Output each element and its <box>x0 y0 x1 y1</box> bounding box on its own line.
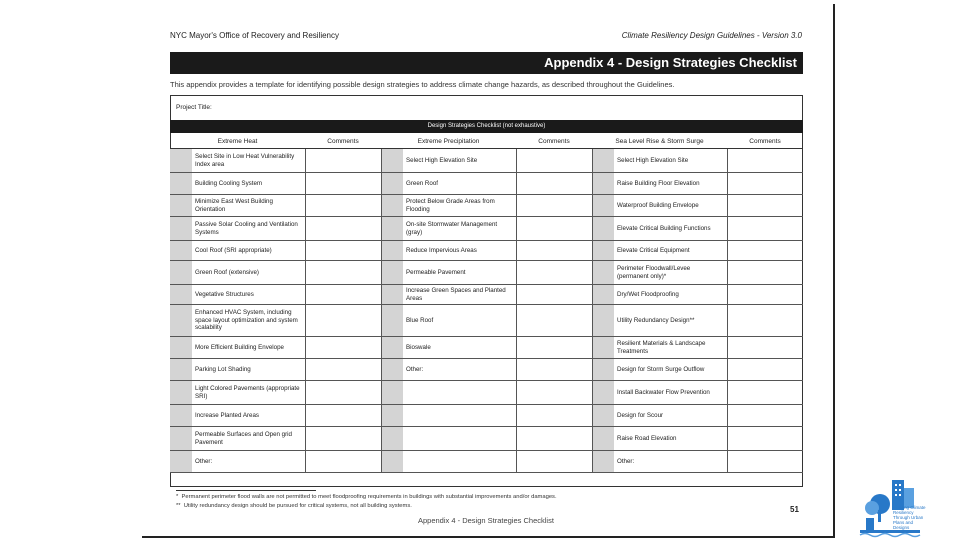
table-row <box>170 337 803 359</box>
comment-cell[interactable] <box>727 173 803 195</box>
checkbox-cell[interactable] <box>592 381 614 405</box>
checkbox-cell[interactable] <box>170 195 192 217</box>
col-comments-1: Comments <box>305 134 381 149</box>
strategy-item: Vegetative Structures <box>192 285 305 305</box>
checklist-table <box>170 134 803 473</box>
comment-cell[interactable] <box>305 337 381 359</box>
comment-cell[interactable] <box>305 381 381 405</box>
checkbox-cell[interactable] <box>592 241 614 261</box>
checkbox-cell[interactable] <box>381 241 403 261</box>
strategy-item: Install Backwater Flow Prevention <box>614 381 727 405</box>
strategy-item: Other: <box>614 451 727 473</box>
checkbox-cell[interactable] <box>170 217 192 241</box>
intro-text: This appendix provides a template for identifying possible design strategies to address climate change hazards, as described throughout the Guidelines. <box>170 80 675 89</box>
table-row <box>170 149 803 173</box>
checkbox-cell[interactable] <box>170 241 192 261</box>
strategy-item: Perimeter Floodwall/Levee (permanent only)* <box>614 261 727 285</box>
strategy-item: Dry/Wet Floodproofing <box>614 285 727 305</box>
comment-cell[interactable] <box>727 149 803 173</box>
comment-cell[interactable] <box>516 305 592 337</box>
comment-cell[interactable] <box>727 285 803 305</box>
comment-cell[interactable] <box>727 405 803 427</box>
comment-cell[interactable] <box>516 359 592 381</box>
strategy-item: Waterproof Building Envelope <box>614 195 727 217</box>
section-title: Design Strategies Checklist (not exhaustive) <box>170 120 803 133</box>
strategy-item: Protect Below Grade Areas from Flooding <box>403 195 516 217</box>
comment-cell[interactable] <box>305 149 381 173</box>
comment-cell[interactable] <box>727 195 803 217</box>
strategy-item: Cool Roof (SRI appropriate) <box>192 241 305 261</box>
comment-cell[interactable] <box>516 285 592 305</box>
strategy-item: Select High Elevation Site <box>614 149 727 173</box>
strategy-item: Other: <box>403 359 516 381</box>
checkbox-cell[interactable] <box>592 451 614 473</box>
checkbox-cell[interactable] <box>592 359 614 381</box>
footnote-text: Utility redundancy design should be pursued for critical systems, not all building systems. <box>183 503 412 509</box>
checkbox-cell[interactable] <box>592 285 614 305</box>
col-extreme-heat: Extreme Heat <box>170 134 305 149</box>
checkbox-cell[interactable] <box>381 381 403 405</box>
checkbox-cell[interactable] <box>381 451 403 473</box>
checkbox-cell[interactable] <box>381 427 403 451</box>
col-comments-2: Comments <box>516 134 592 149</box>
strategy-item: Raise Building Floor Elevation <box>614 173 727 195</box>
strategy-item <box>403 451 516 473</box>
checkbox-cell[interactable] <box>592 427 614 451</box>
checkbox-cell[interactable] <box>592 405 614 427</box>
logo-text: Building Climate Resiliency Through Urban Plans and Designs <box>893 505 926 530</box>
strategy-item: Resilient Materials & Landscape Treatments <box>614 337 727 359</box>
comment-cell[interactable] <box>305 195 381 217</box>
strategy-item: Green Roof <box>403 173 516 195</box>
comment-cell[interactable] <box>516 149 592 173</box>
checkbox-cell[interactable] <box>381 149 403 173</box>
strategy-item: Permeable Surfaces and Open grid Pavement <box>192 427 305 451</box>
table-row <box>170 241 803 261</box>
strategy-item: Blue Roof <box>403 305 516 337</box>
comment-cell[interactable] <box>516 381 592 405</box>
checkbox-cell[interactable] <box>381 285 403 305</box>
col-comments-3: Comments <box>727 134 803 149</box>
checkbox-cell[interactable] <box>170 451 192 473</box>
checkbox-cell[interactable] <box>170 405 192 427</box>
checkbox-cell[interactable] <box>381 195 403 217</box>
col-extreme-precipitation: Extreme Precipitation <box>381 134 516 149</box>
comment-cell[interactable] <box>727 261 803 285</box>
comment-cell[interactable] <box>727 451 803 473</box>
comment-cell[interactable] <box>305 451 381 473</box>
checkbox-cell[interactable] <box>592 261 614 285</box>
strategy-item: More Efficient Building Envelope <box>192 337 305 359</box>
checkbox-cell[interactable] <box>592 305 614 337</box>
comment-cell[interactable] <box>305 305 381 337</box>
strategy-item: Parking Lot Shading <box>192 359 305 381</box>
footnote-1 <box>176 494 557 500</box>
footnote-mark: * <box>176 494 179 500</box>
appendix-title: Appendix 4 - Design Strategies Checklist <box>170 52 803 74</box>
page-border-right <box>833 4 835 538</box>
checkbox-cell[interactable] <box>170 261 192 285</box>
table-row <box>170 305 803 337</box>
comment-cell[interactable] <box>516 405 592 427</box>
checkbox-cell[interactable] <box>381 261 403 285</box>
footnote-2 <box>176 503 412 509</box>
header-office: NYC Mayor's Office of Recovery and Resiliency <box>170 31 339 40</box>
table-row <box>170 173 803 195</box>
comment-cell[interactable] <box>727 217 803 241</box>
checkbox-cell[interactable] <box>170 285 192 305</box>
strategy-item: Permeable Pavement <box>403 261 516 285</box>
checkbox-cell[interactable] <box>381 217 403 241</box>
table-row <box>170 359 803 381</box>
checkbox-cell[interactable] <box>381 405 403 427</box>
table-row <box>170 285 803 305</box>
table-row <box>170 195 803 217</box>
strategy-item: Elevate Critical Building Functions <box>614 217 727 241</box>
strategy-item: Green Roof (extensive) <box>192 261 305 285</box>
comment-cell[interactable] <box>727 359 803 381</box>
checkbox-cell[interactable] <box>170 427 192 451</box>
table-row <box>170 261 803 285</box>
comment-cell[interactable] <box>516 337 592 359</box>
strategy-item: Increase Planted Areas <box>192 405 305 427</box>
comment-cell[interactable] <box>727 305 803 337</box>
comment-cell[interactable] <box>516 241 592 261</box>
checkbox-cell[interactable] <box>592 195 614 217</box>
checkbox-cell[interactable] <box>592 337 614 359</box>
checkbox-cell[interactable] <box>381 173 403 195</box>
strategy-item: Bioswale <box>403 337 516 359</box>
strategy-item: Reduce Impervious Areas <box>403 241 516 261</box>
strategy-item: Increase Green Spaces and Planted Areas <box>403 285 516 305</box>
strategy-item: Utility Redundancy Design** <box>614 305 727 337</box>
checkbox-cell[interactable] <box>592 217 614 241</box>
strategy-item: Light Colored Pavements (appropriate SRI) <box>192 381 305 405</box>
checkbox-cell[interactable] <box>170 381 192 405</box>
comment-cell[interactable] <box>516 427 592 451</box>
comment-cell[interactable] <box>305 217 381 241</box>
footnote-rule <box>176 490 316 491</box>
checkbox-cell[interactable] <box>592 173 614 195</box>
strategy-item: Minimize East West Building Orientation <box>192 195 305 217</box>
checkbox-cell[interactable] <box>592 149 614 173</box>
table-row <box>170 427 803 451</box>
checkbox-cell[interactable] <box>170 173 192 195</box>
strategy-item: Other: <box>192 451 305 473</box>
checkbox-cell[interactable] <box>381 359 403 381</box>
footnote-mark: ** <box>176 503 181 509</box>
table-header-row <box>170 134 803 149</box>
comment-cell[interactable] <box>727 241 803 261</box>
strategy-item: Passive Solar Cooling and Ventilation Systems <box>192 217 305 241</box>
comment-cell[interactable] <box>305 359 381 381</box>
checkbox-cell[interactable] <box>170 337 192 359</box>
strategy-item: Design for Storm Surge Outflow <box>614 359 727 381</box>
page-footer: Appendix 4 - Design Strategies Checklist <box>418 516 554 525</box>
strategy-item <box>403 405 516 427</box>
strategy-item: Select High Elevation Site <box>403 149 516 173</box>
strategy-item: On-site Stormwater Management (gray) <box>403 217 516 241</box>
comment-cell[interactable] <box>305 405 381 427</box>
comment-cell[interactable] <box>727 337 803 359</box>
comment-cell[interactable] <box>516 451 592 473</box>
comment-cell[interactable] <box>516 217 592 241</box>
comment-cell[interactable] <box>516 261 592 285</box>
footnote-text: Permanent perimeter flood walls are not permitted to meet floodproofing requirements in buildings with substantial improvements and/or damages. <box>181 494 557 500</box>
comment-cell[interactable] <box>305 241 381 261</box>
col-sea-level-rise: Sea Level Rise & Storm Surge <box>592 134 727 149</box>
strategy-item: Raise Road Elevation <box>614 427 727 451</box>
strategy-item: Design for Scour <box>614 405 727 427</box>
comment-cell[interactable] <box>516 195 592 217</box>
page-border-bottom <box>142 536 834 538</box>
strategy-item: Select Site in Low Heat Vulnerability Index area <box>192 149 305 173</box>
table-row <box>170 451 803 473</box>
strategy-item: Elevate Critical Equipment <box>614 241 727 261</box>
strategy-item <box>403 381 516 405</box>
strategy-item: Enhanced HVAC System, including space layout optimization and system scalability <box>192 305 305 337</box>
comment-cell[interactable] <box>305 285 381 305</box>
page-number: 51 <box>790 505 799 514</box>
checkbox-cell[interactable] <box>170 359 192 381</box>
table-row <box>170 381 803 405</box>
checkbox-cell[interactable] <box>170 305 192 337</box>
table-row <box>170 405 803 427</box>
comment-cell[interactable] <box>727 427 803 451</box>
header-doc-title: Climate Resiliency Design Guidelines - Version 3.0 <box>621 31 802 40</box>
checkbox-cell[interactable] <box>381 337 403 359</box>
strategy-item <box>403 427 516 451</box>
comment-cell[interactable] <box>305 427 381 451</box>
table-row <box>170 217 803 241</box>
checkbox-cell[interactable] <box>170 149 192 173</box>
strategy-item: Building Cooling System <box>192 173 305 195</box>
comment-cell[interactable] <box>516 173 592 195</box>
comment-cell[interactable] <box>727 381 803 405</box>
comment-cell[interactable] <box>305 173 381 195</box>
project-title-label: Project Title: <box>176 104 212 111</box>
checkbox-cell[interactable] <box>381 305 403 337</box>
comment-cell[interactable] <box>305 261 381 285</box>
